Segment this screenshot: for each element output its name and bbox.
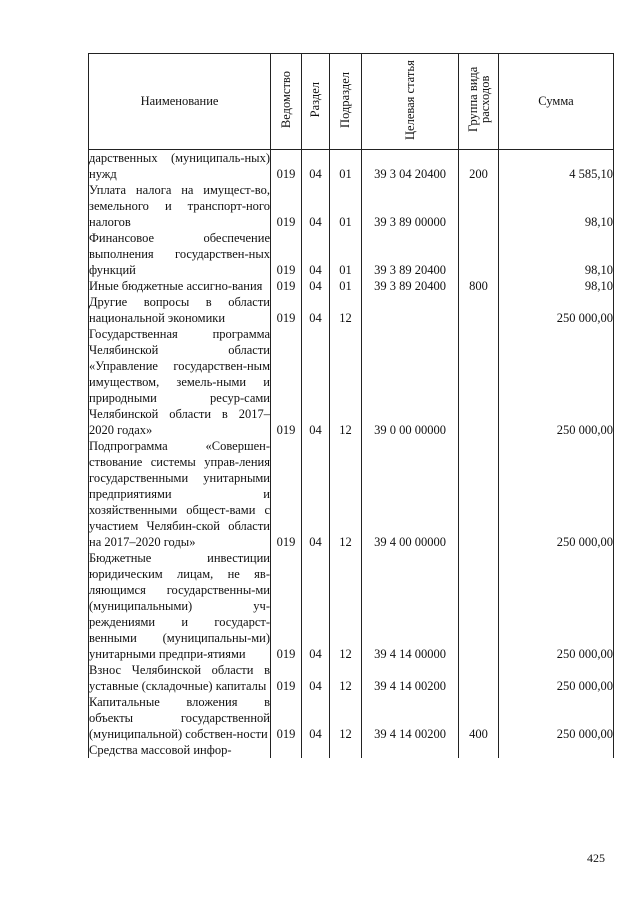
cell-section: 04 [302, 278, 330, 294]
table-row [89, 438, 614, 550]
cell-target-article: 39 4 14 00200 [362, 662, 459, 694]
cell-name: Бюджетные инвестиции юридическим лицам, не яв-ляющимся государственны-ми (муниципальными) уч-реждениями и государст-венными (муниципальны-ми) унитарными предпри-ятиями [89, 551, 270, 661]
cell-section: 04 [302, 326, 330, 438]
cell-target-article [362, 294, 459, 326]
cell-expense-group [459, 326, 499, 438]
cell-section: 04 [302, 438, 330, 550]
cell-amount [499, 742, 614, 758]
cell-subsection: 12 [330, 438, 362, 550]
table-row [89, 150, 614, 183]
cell-subsection: 12 [330, 326, 362, 438]
cell-name: Финансовое обеспечение выполнения государствен-ных функций [89, 231, 270, 277]
table-row [89, 278, 614, 294]
cell-department: 019 [271, 278, 302, 294]
cell-subsection: 12 [330, 550, 362, 662]
cell-section: 04 [302, 150, 330, 183]
cell-name: Средства массовой инфор- [89, 742, 271, 758]
cell-name: Другие вопросы в области национальной экономики [89, 295, 270, 325]
cell-expense-group [459, 438, 499, 550]
table-row [89, 662, 614, 694]
cell-amount: 250 000,00 [499, 294, 614, 326]
cell-section: 04 [302, 550, 330, 662]
cell-target-article: 39 3 89 00000 [362, 182, 459, 230]
cell-target-article: 39 3 89 20400 [362, 278, 459, 294]
cell-expense-group: 200 [459, 150, 499, 183]
cell-name: Взнос Челябинской области в уставные (складочные) капиталы [89, 663, 270, 693]
cell-expense-group: 400 [459, 694, 499, 742]
table-row [89, 742, 614, 758]
cell-subsection: 01 [330, 182, 362, 230]
cell-amount: 250 000,00 [499, 662, 614, 694]
cell-department: 019 [271, 230, 302, 278]
table-body [89, 150, 614, 759]
cell-amount: 250 000,00 [499, 550, 614, 662]
cell-department: 019 [271, 294, 302, 326]
cell-department: 019 [271, 694, 302, 742]
cell-section: 04 [302, 230, 330, 278]
cell-section: 04 [302, 694, 330, 742]
cell-department: 019 [271, 550, 302, 662]
table-row [89, 694, 614, 742]
cell-subsection: 12 [330, 294, 362, 326]
cell-expense-group [459, 662, 499, 694]
cell-amount: 98,10 [499, 278, 614, 294]
cell-section: 04 [302, 662, 330, 694]
cell-department: 019 [271, 150, 302, 183]
budget-table [88, 53, 614, 758]
cell-department: 019 [271, 438, 302, 550]
header-name: Наименование [89, 54, 271, 150]
cell-subsection [330, 742, 362, 758]
cell-department: 019 [271, 326, 302, 438]
cell-expense-group: 800 [459, 278, 499, 294]
cell-subsection: 01 [330, 150, 362, 183]
cell-expense-group [459, 742, 499, 758]
cell-expense-group [459, 550, 499, 662]
cell-expense-group [459, 230, 499, 278]
page-number: 425 [587, 851, 605, 865]
cell-target-article: 39 3 04 20400 [362, 150, 459, 183]
cell-subsection: 01 [330, 230, 362, 278]
table-row [89, 182, 614, 230]
cell-section: 04 [302, 294, 330, 326]
table-header-row [89, 54, 614, 150]
cell-amount: 250 000,00 [499, 438, 614, 550]
table-row [89, 326, 614, 438]
cell-name: дарственных (муниципаль-ных) нужд [89, 151, 270, 181]
cell-name: Государственная программа Челябинской области «Управление государствен-ным имуществом, земель-ными и природными ресур-сами Челябинской области в 2017–2020 годах» [89, 327, 270, 437]
header-department: Ведомство [271, 54, 302, 150]
cell-expense-group [459, 294, 499, 326]
cell-expense-group [459, 182, 499, 230]
cell-subsection: 12 [330, 694, 362, 742]
cell-name: Уплата налога на имущест-во, земельного и транспорт-ного налогов [89, 183, 270, 229]
cell-amount: 250 000,00 [499, 326, 614, 438]
budget-sheet [88, 53, 613, 758]
cell-name: Капитальные вложения в объекты государственной (муниципальной) собствен-ности [89, 695, 270, 741]
header-target-article: Целевая статья [362, 54, 459, 150]
header-subsection: Подраздел [330, 54, 362, 150]
cell-target-article: 39 0 00 00000 [362, 326, 459, 438]
cell-subsection: 12 [330, 662, 362, 694]
header-expense-group: Группа вида расходов [459, 54, 499, 150]
cell-target-article: 39 4 14 00000 [362, 550, 459, 662]
cell-amount: 250 000,00 [499, 694, 614, 742]
cell-amount: 98,10 [499, 230, 614, 278]
cell-subsection: 01 [330, 278, 362, 294]
cell-section [302, 742, 330, 758]
header-section: Раздел [302, 54, 330, 150]
cell-amount: 4 585,10 [499, 150, 614, 183]
cell-amount: 98,10 [499, 182, 614, 230]
cell-department [271, 742, 302, 758]
cell-department: 019 [271, 662, 302, 694]
cell-name: Иные бюджетные ассигно-вания [89, 278, 271, 294]
cell-target-article: 39 3 89 20400 [362, 230, 459, 278]
table-row [89, 230, 614, 278]
cell-target-article [362, 742, 459, 758]
cell-name: Подпрограмма «Совершен-ствование системы управ-ления государственными унитарными предприятиями и хозяйственными общест-вами с участием Челябин-ской области на 2017–2020 годы» [89, 439, 270, 549]
cell-target-article: 39 4 14 00200 [362, 694, 459, 742]
header-amount: Сумма [499, 54, 614, 150]
cell-section: 04 [302, 182, 330, 230]
cell-target-article: 39 4 00 00000 [362, 438, 459, 550]
cell-department: 019 [271, 182, 302, 230]
table-row [89, 294, 614, 326]
table-row [89, 550, 614, 662]
